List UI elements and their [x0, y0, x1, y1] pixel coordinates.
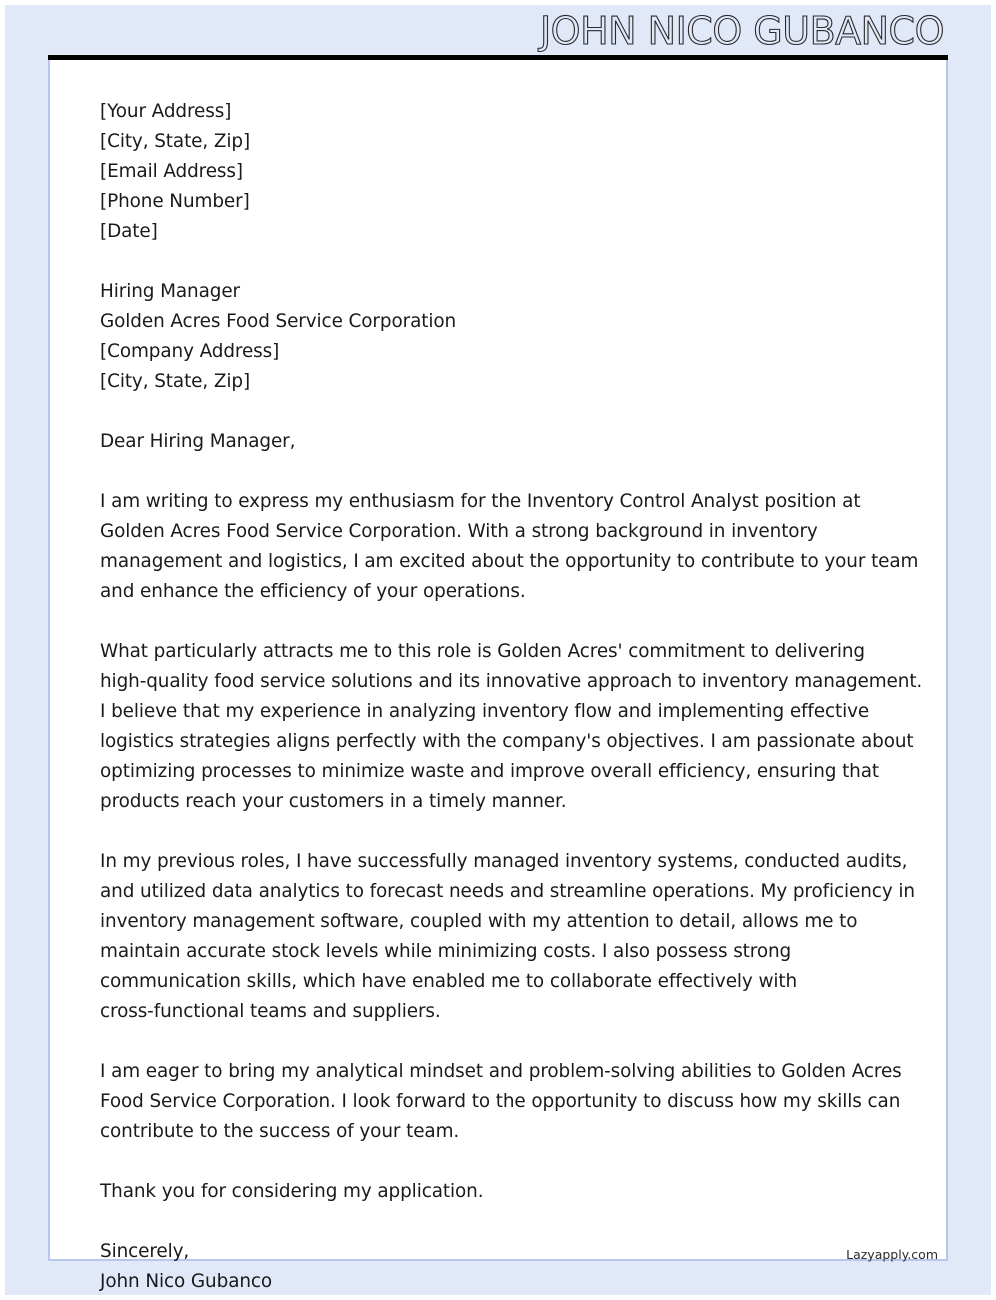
watermark-text: Lazyapply.com — [846, 1247, 938, 1262]
letter-date: [Date] — [100, 221, 158, 242]
recipient-address: [Company Address] — [100, 341, 280, 362]
paragraph-line: maintain accurate stock levels while minimizing costs. I also possess strong — [100, 941, 792, 962]
paragraph-line: I am eager to bring my analytical mindset and problem-solving abilities to Golden Acres — [100, 1061, 902, 1082]
paragraph-line: management and logistics, I am excited about the opportunity to contribute to your team — [100, 551, 919, 572]
recipient-title: Hiring Manager — [100, 281, 240, 302]
paragraph-line: Food Service Corporation. I look forward to the opportunity to discuss how my skills can — [100, 1091, 901, 1112]
recipient-block — [100, 277, 900, 397]
paragraph-line: optimizing processes to minimize waste and improve overall efficiency, ensuring that — [100, 761, 880, 782]
sender-phone: [Phone Number] — [100, 191, 250, 212]
paragraph-1 — [100, 487, 919, 607]
sender-block — [100, 97, 900, 247]
closing: Sincerely, — [100, 1241, 190, 1262]
recipient-company: Golden Acres Food Service Corporation — [100, 311, 457, 332]
paragraph-line: In my previous roles, I have successfully managed inventory systems, conducted audits, — [100, 851, 908, 872]
paragraph-line: What particularly attracts me to this role is Golden Acres' commitment to delivering — [100, 641, 866, 662]
paragraph-line: and utilized data analytics to forecast needs and streamline operations. My proficiency in — [100, 881, 915, 902]
sender-email: [Email Address] — [100, 161, 243, 182]
paragraph-3 — [100, 847, 915, 1027]
paragraph-2 — [100, 637, 923, 817]
paragraph-line: I am writing to express my enthusiasm for the Inventory Control Analyst position at — [100, 491, 861, 512]
paragraph-line: I believe that my experience in analyzing inventory flow and implementing effective — [100, 701, 870, 722]
paragraph-line: communication skills, which have enabled me to collaborate effectively with — [100, 971, 798, 992]
letter-body — [100, 97, 923, 1297]
paragraph-5 — [100, 1177, 900, 1207]
paragraph-line: logistics strategies aligns perfectly with the company's objectives. I am passionate about — [100, 731, 914, 752]
paragraph-line: Golden Acres Food Service Corporation. With a strong background in inventory — [100, 521, 818, 542]
sender-city-state-zip: [City, State, Zip] — [100, 131, 251, 152]
paragraph-line: cross-functional teams and suppliers. — [100, 1001, 441, 1022]
paragraph-line: Thank you for considering my application. — [100, 1181, 484, 1202]
paragraph-4 — [100, 1057, 900, 1147]
paragraph-line: inventory management software, coupled with my attention to detail, allows me to — [100, 911, 858, 932]
salutation: Dear Hiring Manager, — [100, 431, 296, 452]
applicant-name-header: JOHN NICO GUBANCO — [539, 9, 944, 53]
signature: John Nico Gubanco — [100, 1271, 273, 1292]
sender-address: [Your Address] — [100, 101, 232, 122]
recipient-city-state-zip: [City, State, Zip] — [100, 371, 251, 392]
paragraph-line: contribute to the success of your team. — [100, 1121, 460, 1142]
paragraph-line: high-quality food service solutions and its innovative approach to inventory management. — [100, 671, 923, 692]
paragraph-line: and enhance the efficiency of your operations. — [100, 581, 526, 602]
paragraph-line: products reach your customers in a timely manner. — [100, 791, 567, 812]
